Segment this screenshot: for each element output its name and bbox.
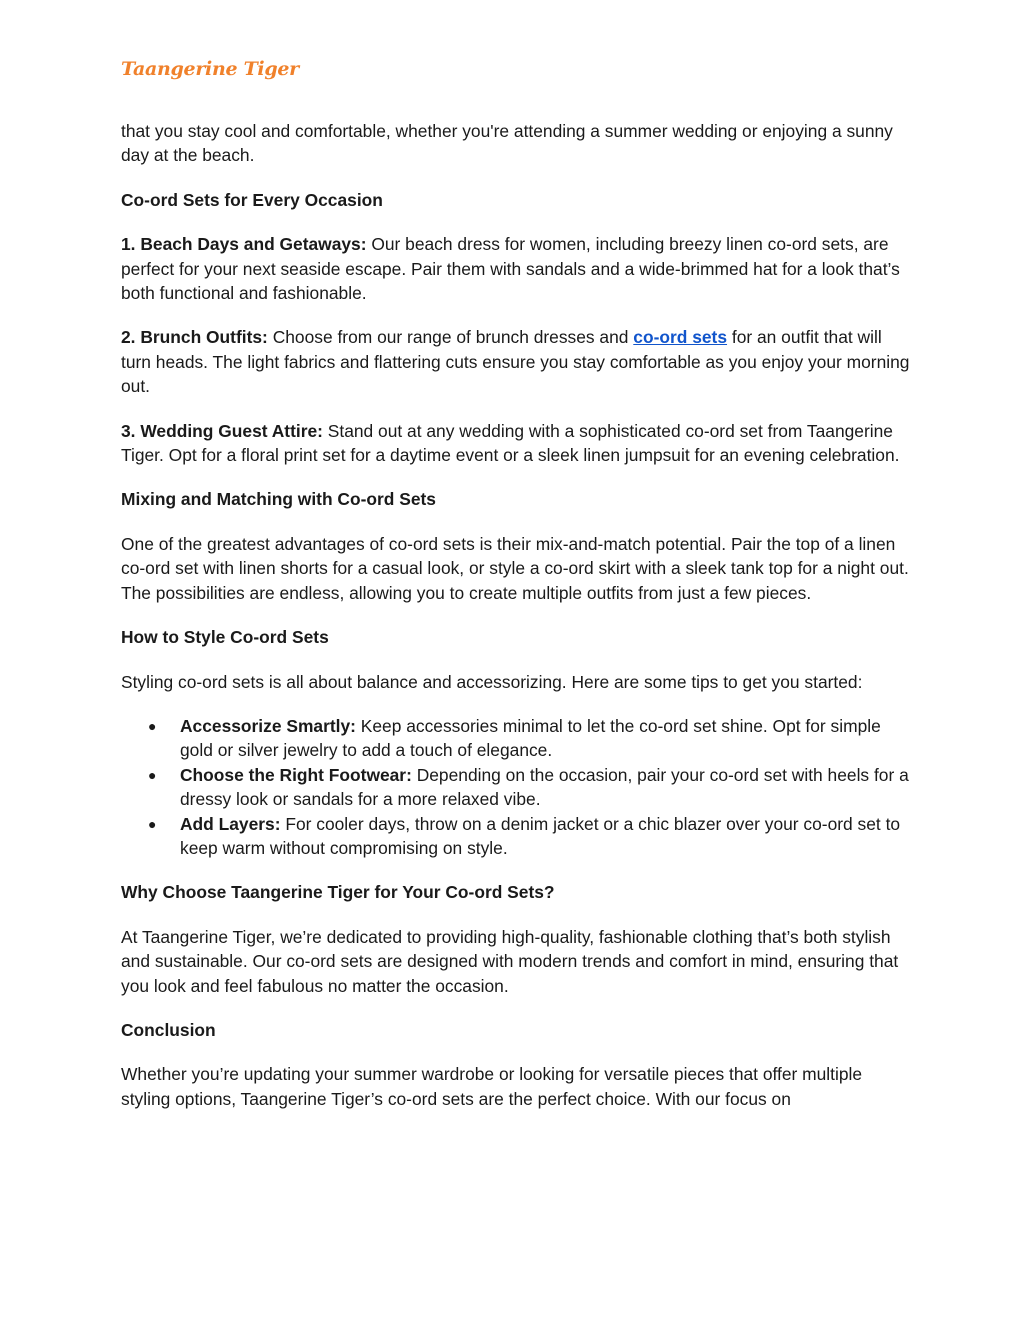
tip-layers-label: Add Layers:: [180, 813, 281, 834]
heading-conclusion: Conclusion: [121, 1019, 216, 1040]
mixing-paragraph: One of the greatest advantages of co-ord sets is their mix-and-match potential. Pair the top of a linen co-ord set with linen shorts for a casual look, or style a co-ord skirt with a sleek tank top for a night out. The possibilities are endless, allowing you to create multiple outfits from just a few pieces.: [121, 533, 909, 603]
document-body: [121, 119, 911, 1131]
why-paragraph: At Taangerine Tiger, we’re dedicated to providing high-quality, fashionable clothing that’s both stylish and sustainable. Our co-ord sets are designed with modern trends and comfort in mind, ensuring that you look and feel fabulous no matter the occasion.: [121, 926, 899, 996]
occasion-brunch: [121, 325, 911, 398]
bullet-icon: ●: [148, 717, 157, 734]
occasion-brunch-text-after: for an outfit that will turn heads. The light fabrics and flattering cuts ensure you stay comfortable as you enjoy your morning out.: [121, 327, 910, 397]
occasion-wedding-text: Stand out at any wedding with a sophisticated co-ord set from Taangerine Tiger. Opt for a floral print set for a daytime event or a sleek linen jumpsuit for an evening celebration.: [121, 420, 900, 466]
tip-layers-text: For cooler days, throw on a denim jacket or a chic blazer over your co-ord set to keep warm without compromising on style.: [180, 813, 901, 858]
heading-mixing-matching: Mixing and Matching with Co-ord Sets: [121, 489, 436, 510]
co-ord-sets-link[interactable]: co-ord sets: [633, 327, 728, 348]
style-intro-paragraph: Styling co-ord sets is all about balance and accessorizing. Here are some tips to get you started:: [121, 671, 863, 692]
occasion-brunch-text-before: Choose from our range of brunch dresses and: [267, 327, 634, 348]
occasion-wedding-label: 3. Wedding Guest Attire:: [121, 420, 323, 441]
occasion-beach: [121, 232, 911, 305]
tip-accessorize-text: Keep accessories minimal to let the co-ord set shine. Opt for simple gold or silver jewelry to add a touch of elegance.: [180, 715, 881, 761]
list-item: [148, 714, 911, 763]
heading-why-choose: Why Choose Taangerine Tiger for Your Co-ord Sets?: [121, 882, 555, 903]
bullet-icon: ●: [148, 766, 157, 783]
heading-how-to-style: How to Style Co-ord Sets: [121, 627, 329, 648]
brand-logo: Taangerine Tiger: [121, 58, 299, 80]
tip-footwear-label: Choose the Right Footwear:: [180, 764, 412, 785]
tip-accessorize-label: Accessorize Smartly:: [180, 715, 356, 736]
occasion-brunch-label: 2. Brunch Outfits:: [121, 327, 268, 348]
occasion-beach-text: Our beach dress for women, including breezy linen co-ord sets, are perfect for your next seaside escape. Pair them with sandals and a wide-brimmed hat for a look that’s both functional and fashionable.: [121, 234, 900, 304]
conclusion-paragraph: Whether you’re updating your summer wardrobe or looking for versatile pieces that offer multiple styling options, Taangerine Tiger’s co-ord sets are the perfect choice. With our focus on: [121, 1064, 863, 1109]
occasion-beach-label: 1. Beach Days and Getaways:: [121, 234, 367, 255]
occasion-wedding: [121, 419, 911, 468]
bullet-icon: ●: [148, 815, 157, 832]
list-item: [148, 763, 911, 812]
style-tips-list: [121, 714, 911, 860]
list-item: [148, 812, 911, 861]
intro-continuation: that you stay cool and comfortable, whether you're attending a summer wedding or enjoying a sunny day at the beach.: [121, 121, 893, 166]
tip-footwear-text: Depending on the occasion, pair your co-ord set with heels for a dressy look or sandals for a more relaxed vibe.: [180, 764, 909, 810]
heading-every-occasion: Co-ord Sets for Every Occasion: [121, 189, 383, 210]
